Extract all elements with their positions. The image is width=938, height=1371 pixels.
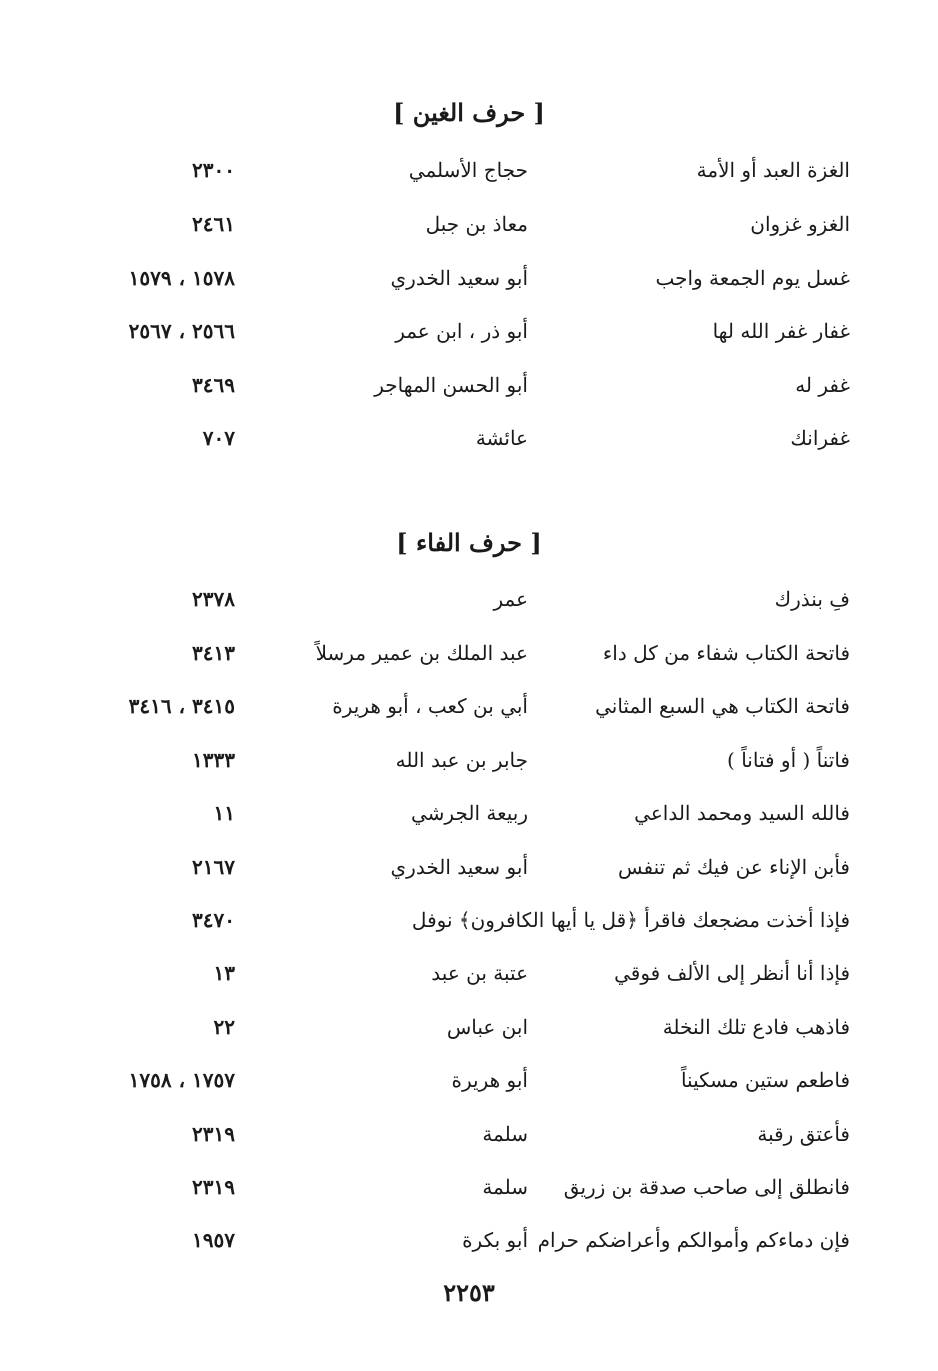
index-row — [0, 314, 938, 348]
narrator: ربيعة الجرشي — [410, 801, 528, 825]
index-row — [0, 421, 938, 455]
hadith-phrase: فاتناً ( أو فتاناً ) — [727, 748, 850, 772]
hadith-phrase: غسل يوم الجمعة واجب — [655, 266, 850, 290]
hadith-numbers: ٣٤٦٩ — [192, 373, 235, 397]
hadith-phrase: فاتحة الكتاب شفاء من كل داء — [602, 641, 850, 665]
hadith-numbers: ٢٢ — [213, 1015, 235, 1039]
narrator: حجاج الأسلمي — [408, 158, 528, 182]
narrator: ابن عباس — [446, 1015, 528, 1039]
narrator: عمر — [493, 587, 528, 611]
page-number: ٢٢٥٣ — [443, 1278, 495, 1307]
narrator: أبو هريرة — [451, 1068, 528, 1092]
hadith-numbers: ٧٠٧ — [202, 426, 235, 450]
hadith-phrase: الغزو غزوان — [750, 212, 850, 236]
hadith-numbers: ٢٣١٩ — [192, 1122, 235, 1146]
narrator: معاذ بن جبل — [425, 212, 528, 236]
section-heading-ghain: [ حرف الغين ] — [393, 98, 545, 127]
index-row — [0, 796, 938, 830]
hadith-numbers: ٢٣١٩ — [192, 1175, 235, 1199]
narrator: عبد الملك بن عمير مرسلاً — [315, 641, 528, 665]
hadith-phrase: غفر له — [795, 373, 850, 397]
index-row — [0, 1010, 938, 1044]
narrator: سلمة — [482, 1175, 528, 1199]
narrator: أبو بكرة — [462, 1228, 528, 1252]
hadith-numbers: ٣٤١٣ — [192, 641, 235, 665]
hadith-numbers: ١٧٥٧ ، ١٧٥٨ — [128, 1068, 235, 1092]
index-row — [0, 368, 938, 402]
index-row — [0, 850, 938, 884]
hadith-phrase: الغزة العبد أو الأمة — [696, 158, 850, 182]
hadith-phrase: فانطلق إلى صاحب صدقة بن زريق — [563, 1175, 850, 1199]
hadith-numbers: ٢٣٠٠ — [192, 158, 235, 182]
hadith-numbers: ٢١٦٧ — [192, 855, 235, 879]
narrator: عائشة — [475, 426, 528, 450]
hadith-phrase: فاتحة الكتاب هي السبع المثاني — [595, 694, 850, 718]
hadith-numbers: ١٣ — [213, 961, 235, 985]
hadith-phrase: فاطعم ستين مسكيناً — [680, 1068, 850, 1092]
hadith-phrase: فأبن الإناء عن فيك ثم تنفس — [618, 855, 850, 879]
narrator: أبو الحسن المهاجر — [374, 373, 528, 397]
index-row — [0, 261, 938, 295]
index-row — [0, 743, 938, 777]
index-row — [0, 1223, 938, 1257]
narrator: أبو سعيد الخدري — [390, 855, 528, 879]
hadith-numbers: ١٩٥٧ — [192, 1228, 235, 1252]
hadith-numbers: ٣٤١٥ ، ٣٤١٦ — [128, 694, 235, 718]
hadith-phrase: فإذا أخذت مضجعك فاقرأ ﴿قل يا أيها الكافرون﴾ نوفل — [411, 908, 850, 932]
hadith-phrase: فِ بنذرك — [774, 587, 850, 611]
index-row — [0, 1063, 938, 1097]
index-row — [0, 1117, 938, 1151]
narrator: أبو سعيد الخدري — [390, 266, 528, 290]
index-row — [0, 903, 938, 937]
narrator: جابر بن عبد الله — [395, 748, 528, 772]
index-row — [0, 689, 938, 723]
hadith-numbers: ١٥٧٨ ، ١٥٧٩ — [128, 266, 235, 290]
hadith-numbers: ٢٣٧٨ — [192, 587, 235, 611]
section-heading-fa: [ حرف الفاء ] — [396, 528, 542, 557]
index-row — [0, 1170, 938, 1204]
hadith-numbers: ٣٤٧٠ — [192, 908, 235, 932]
narrator: سلمة — [482, 1122, 528, 1146]
narrator: عتبة بن عبد — [431, 961, 528, 985]
hadith-phrase: فاذهب فادع تلك النخلة — [662, 1015, 850, 1039]
narrator: أبي بن كعب ، أبو هريرة — [332, 694, 528, 718]
hadith-numbers: ١١ — [213, 801, 235, 825]
hadith-phrase: غفرانك — [790, 426, 850, 450]
hadith-numbers: ٢٥٦٦ ، ٢٥٦٧ — [128, 319, 235, 343]
index-row — [0, 956, 938, 990]
narrator: أبو ذر ، ابن عمر — [395, 319, 528, 343]
hadith-numbers: ١٣٣٣ — [192, 748, 235, 772]
index-row — [0, 153, 938, 187]
hadith-phrase: فإن دماءكم وأموالكم وأعراضكم حرام — [537, 1228, 850, 1252]
index-row — [0, 636, 938, 670]
hadith-phrase: فإذا أنا أنظر إلى الألف فوقي — [614, 961, 850, 985]
hadith-numbers: ٢٤٦١ — [192, 212, 235, 236]
index-row — [0, 582, 938, 616]
hadith-phrase: فأعتق رقبة — [757, 1122, 850, 1146]
hadith-phrase: غفار غفر الله لها — [712, 319, 850, 343]
hadith-phrase: فالله السيد ومحمد الداعي — [634, 801, 850, 825]
index-row — [0, 207, 938, 241]
